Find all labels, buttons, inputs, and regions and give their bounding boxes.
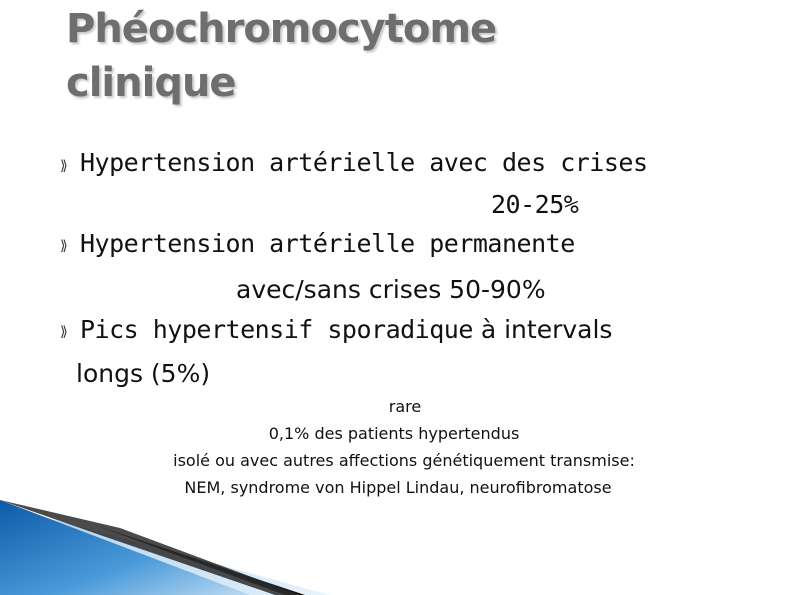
- chevron-bullet-icon: ⟫: [60, 324, 68, 340]
- bullet-3-line-1: [80, 314, 612, 346]
- chevron-bullet-icon: ⟫: [60, 238, 68, 254]
- title-line-1: Phéochromocytome: [66, 6, 497, 52]
- note-line-1: rare: [388, 397, 422, 416]
- bullet-2-line-1: Hypertension artérielle permanente: [80, 229, 575, 258]
- swoosh-blue: [0, 500, 250, 595]
- chevron-bullet-icon: ⟫: [60, 158, 68, 174]
- note-line-4: NEM, syndrome von Hippel Lindau, neurofibromatose: [184, 478, 612, 497]
- note-block: [0, 393, 794, 501]
- bullet-3-bold-text: Pics hypertensif sporadique: [80, 315, 473, 344]
- bullet-1-line-1: Hypertension artérielle avec des crises: [80, 148, 648, 177]
- bullet-3-rest-text: à intervals: [472, 315, 613, 344]
- bullet-2-line-2: avec/sans crises 50-90%: [236, 275, 546, 304]
- bullet-1-line-2: 20-25%: [491, 190, 579, 219]
- bullet-3-line-2: longs (5%): [76, 359, 211, 388]
- title-line-2: clinique: [66, 60, 236, 106]
- slide-title: [66, 2, 586, 110]
- note-line-2: 0,1% des patients hypertendus: [268, 424, 520, 443]
- note-line-3: isolé ou avec autres affections génétiquement transmise:: [173, 451, 635, 470]
